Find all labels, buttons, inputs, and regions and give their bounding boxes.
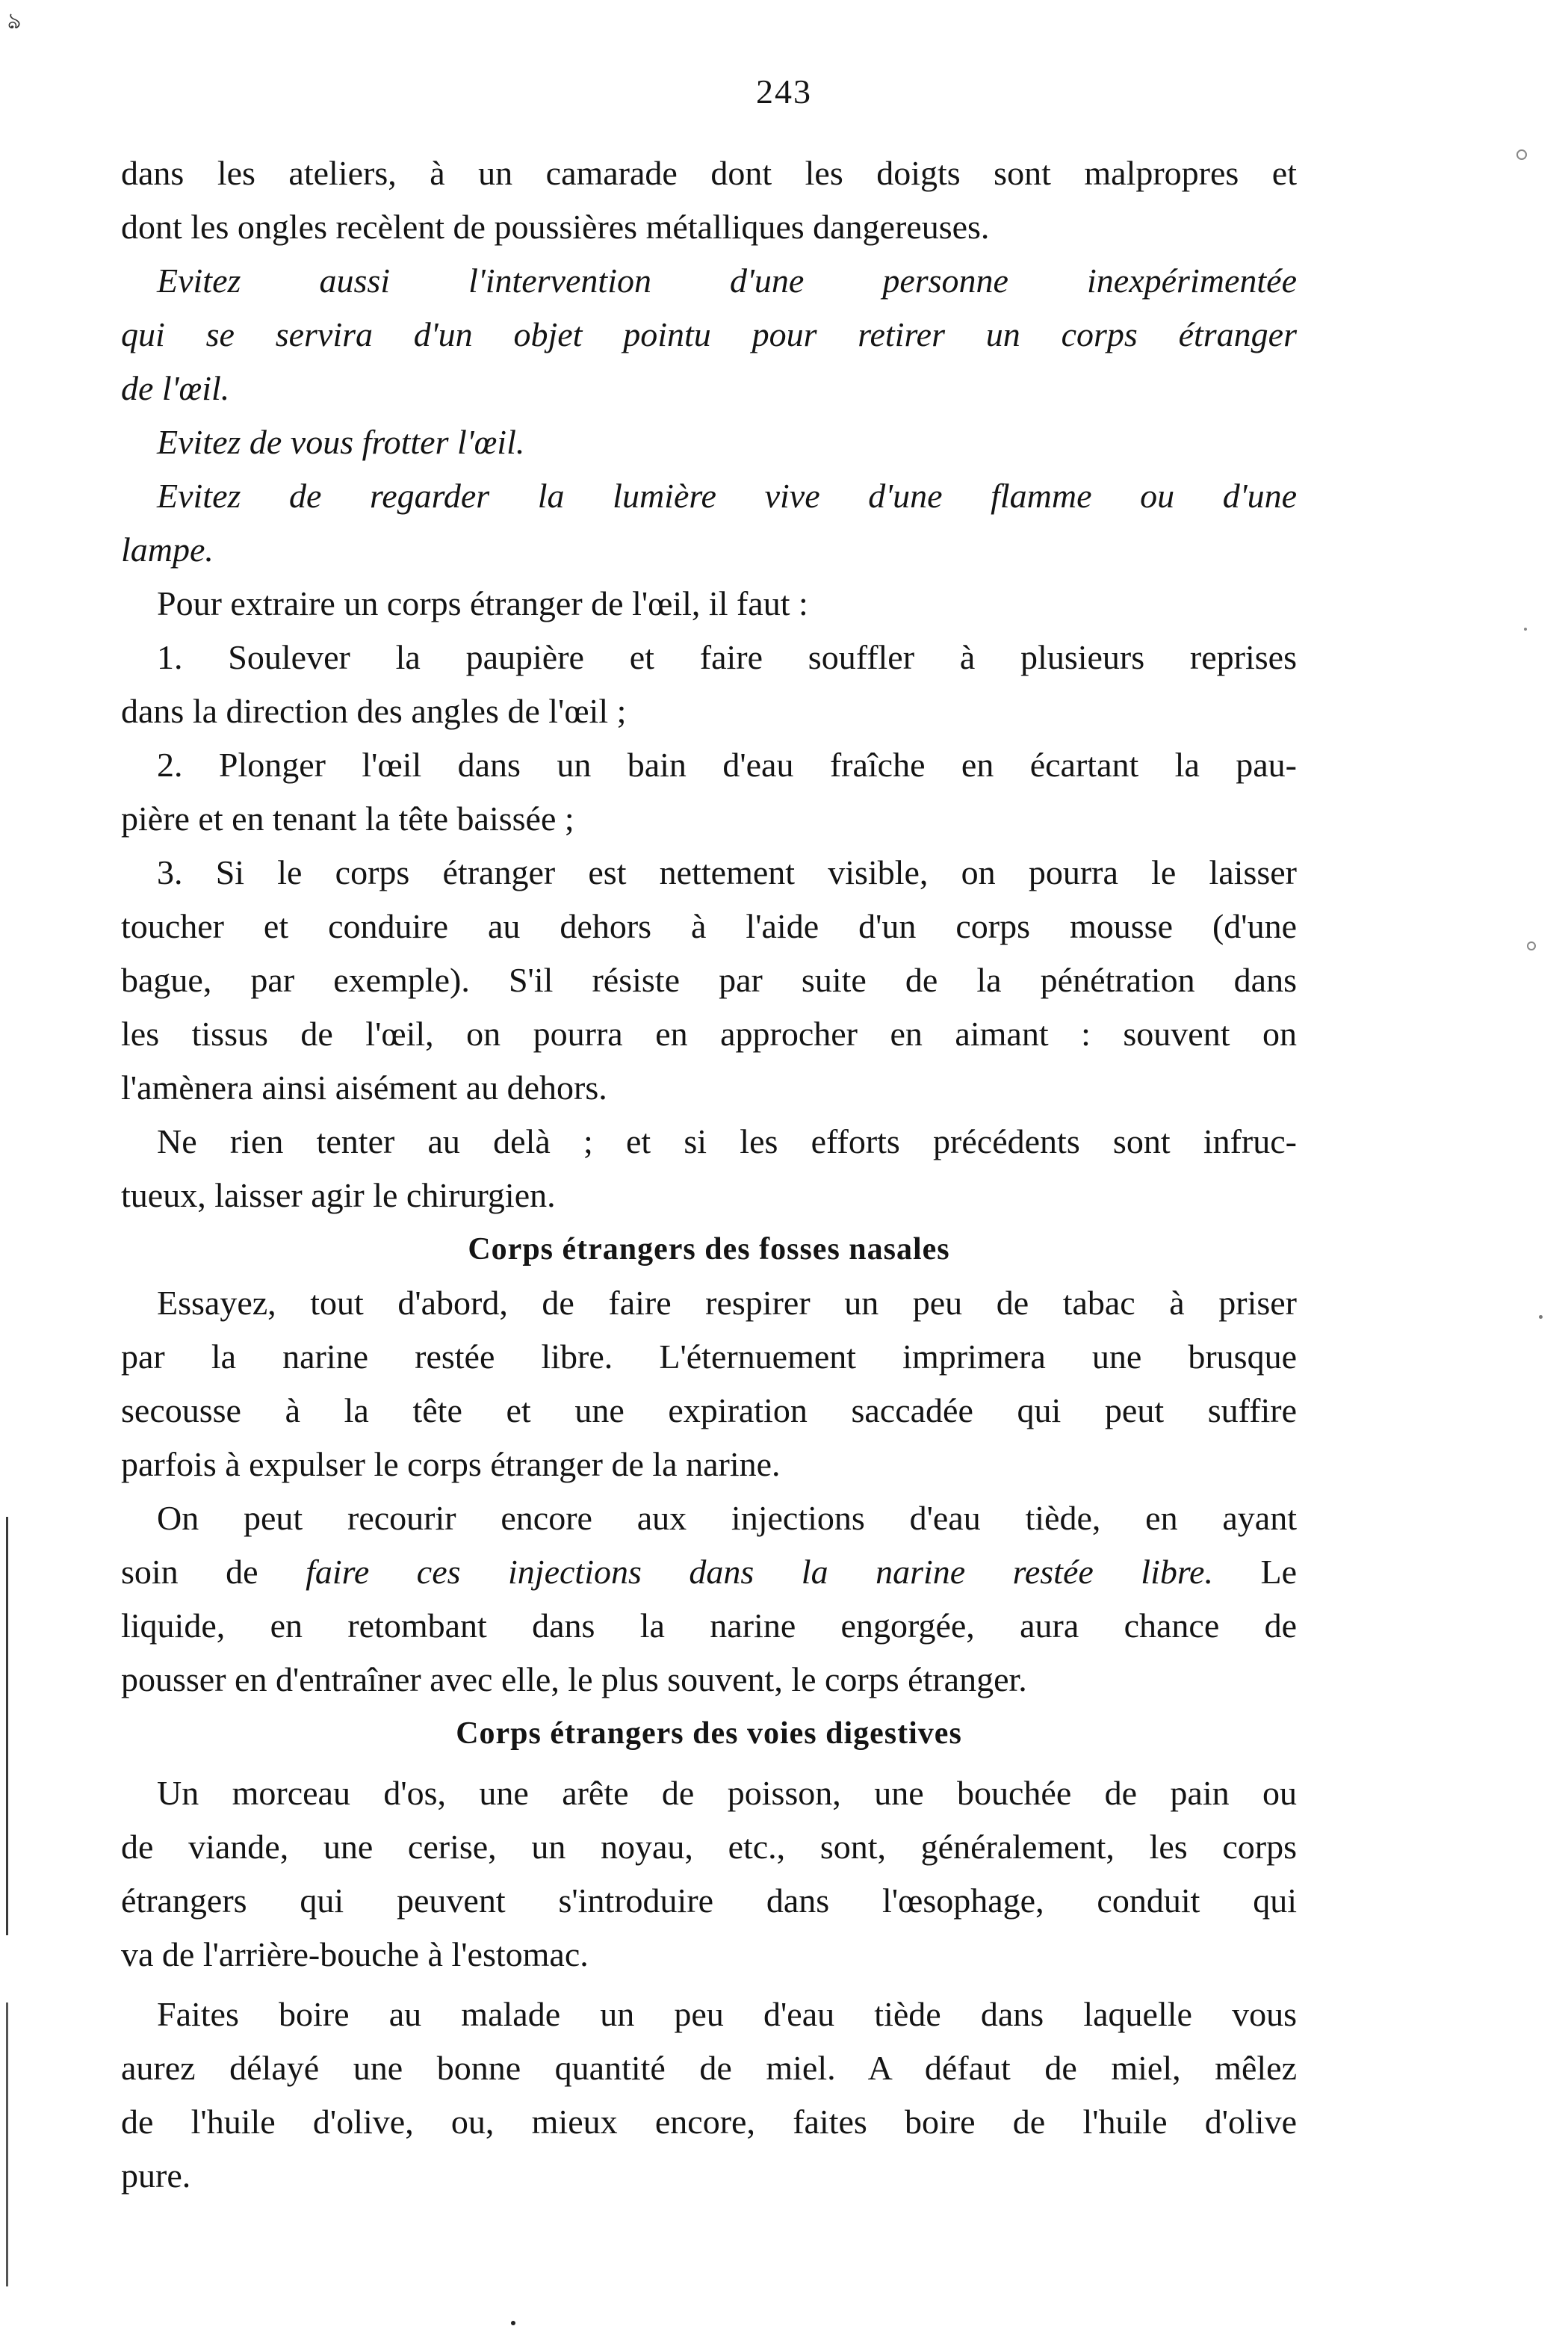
scan-edge-line xyxy=(6,2003,8,2286)
text-run: Le xyxy=(1212,1553,1298,1591)
paragraph-line: tueux, laisser agir le chirurgien. xyxy=(121,1176,556,1214)
spacer xyxy=(121,1982,1297,1988)
text-run: soin de xyxy=(121,1553,306,1591)
spacer xyxy=(121,1760,1297,1766)
scan-edge-line xyxy=(6,1517,8,1935)
paragraph-line: parfois à expulser le corps étranger de la narine. xyxy=(121,1445,781,1483)
italic-line: qui se servira d'un objet pointu pour retirer un corps étranger xyxy=(121,315,1297,353)
list-item-line: bague, par exemple). S'il résiste par suite de la pénétration dans xyxy=(121,961,1297,999)
italic-line: Evitez aussi l'intervention d'une personne inexpérimentée xyxy=(157,262,1297,300)
paragraph-line: aurez délayé une bonne quantité de miel. A défaut de miel, mêlez xyxy=(121,2049,1297,2087)
italic-line: Evitez de regarder la lumière vive d'une flamme ou d'une xyxy=(157,477,1297,515)
list-item-line: 1. Soulever la paupière et faire souffler à plusieurs reprises xyxy=(157,638,1297,676)
scan-speck xyxy=(1524,628,1527,631)
paragraph-line: On peut recourir encore aux injections d'eau tiède, en ayant xyxy=(157,1499,1297,1537)
scan-speck xyxy=(1516,149,1527,160)
list-item-line: l'amènera ainsi aisément au dehors. xyxy=(121,1069,607,1107)
section-heading: Corps étrangers des fosses nasales xyxy=(468,1232,950,1267)
corner-scan-mark: ঌ xyxy=(7,8,22,34)
list-item-line: 2. Plonger l'œil dans un bain d'eau fraîche en écartant la pau- xyxy=(157,746,1297,784)
section-heading: Corps étrangers des voies digestives xyxy=(456,1716,962,1751)
list-item-line: les tissus de l'œil, on pourra en approcher en aimant : souvent on xyxy=(121,1015,1297,1053)
paragraph-line-mixed xyxy=(121,1545,1297,1599)
paragraph-line: pousser en d'entraîner avec elle, le plus souvent, le corps étranger. xyxy=(121,1660,1027,1698)
list-item-line: 3. Si le corps étranger est nettement visible, on pourra le laisser xyxy=(157,853,1297,891)
body-text xyxy=(121,146,1297,2203)
paragraph-line: Essayez, tout d'abord, de faire respirer un peu de tabac à priser xyxy=(157,1284,1297,1322)
scan-speck xyxy=(1539,1315,1543,1319)
paragraph-line: secousse à la tête et une expiration saccadée qui peut suffire xyxy=(121,1391,1297,1429)
list-item-line: dans la direction des angles de l'œil ; xyxy=(121,692,627,730)
paragraph-line: pure. xyxy=(121,2156,191,2195)
paragraph-line: Ne rien tenter au delà ; et si les efforts précédents sont infruc- xyxy=(157,1122,1297,1160)
paragraph-line: va de l'arrière-bouche à l'estomac. xyxy=(121,1935,589,1973)
paragraph-line: par la narine restée libre. L'éternuement imprimera une brusque xyxy=(121,1337,1297,1376)
paragraph-line: de l'huile d'olive, ou, mieux encore, faites boire de l'huile d'olive xyxy=(121,2103,1297,2141)
paragraph-line: Faites boire au malade un peu d'eau tiède dans laquelle vous xyxy=(157,1995,1297,2033)
italic-line: de l'œil. xyxy=(121,369,230,407)
paragraph-line: Pour extraire un corps étranger de l'œil, il faut : xyxy=(157,584,808,622)
paragraph-line: dont les ongles recèlent de poussières métalliques dangereuses. xyxy=(121,208,990,246)
paragraph-line: étrangers qui peuvent s'introduire dans l'œsophage, conduit qui xyxy=(121,1881,1297,1920)
paragraph-line: Un morceau d'os, une arête de poisson, une bouchée de pain ou xyxy=(157,1774,1297,1812)
scan-speck xyxy=(511,2321,515,2325)
list-item-line: toucher et conduire au dehors à l'aide d'un corps mousse (d'une xyxy=(121,907,1297,945)
page-number: 243 xyxy=(756,72,812,111)
italic-line: Evitez de vous frotter l'œil. xyxy=(157,423,525,461)
italic-text-run: faire ces injections dans la narine restée libre. xyxy=(306,1553,1213,1591)
paragraph-line: dans les ateliers, à un camarade dont les doigts sont malpropres et xyxy=(121,154,1297,192)
paragraph-line: de viande, une cerise, un noyau, etc., sont, généralement, les corps xyxy=(121,1828,1297,1866)
scan-speck xyxy=(1527,941,1536,950)
paragraph-line: liquide, en retombant dans la narine engorgée, aura chance de xyxy=(121,1606,1297,1645)
list-item-line: pière et en tenant la tête baissée ; xyxy=(121,800,574,838)
italic-line: lampe. xyxy=(121,531,214,569)
